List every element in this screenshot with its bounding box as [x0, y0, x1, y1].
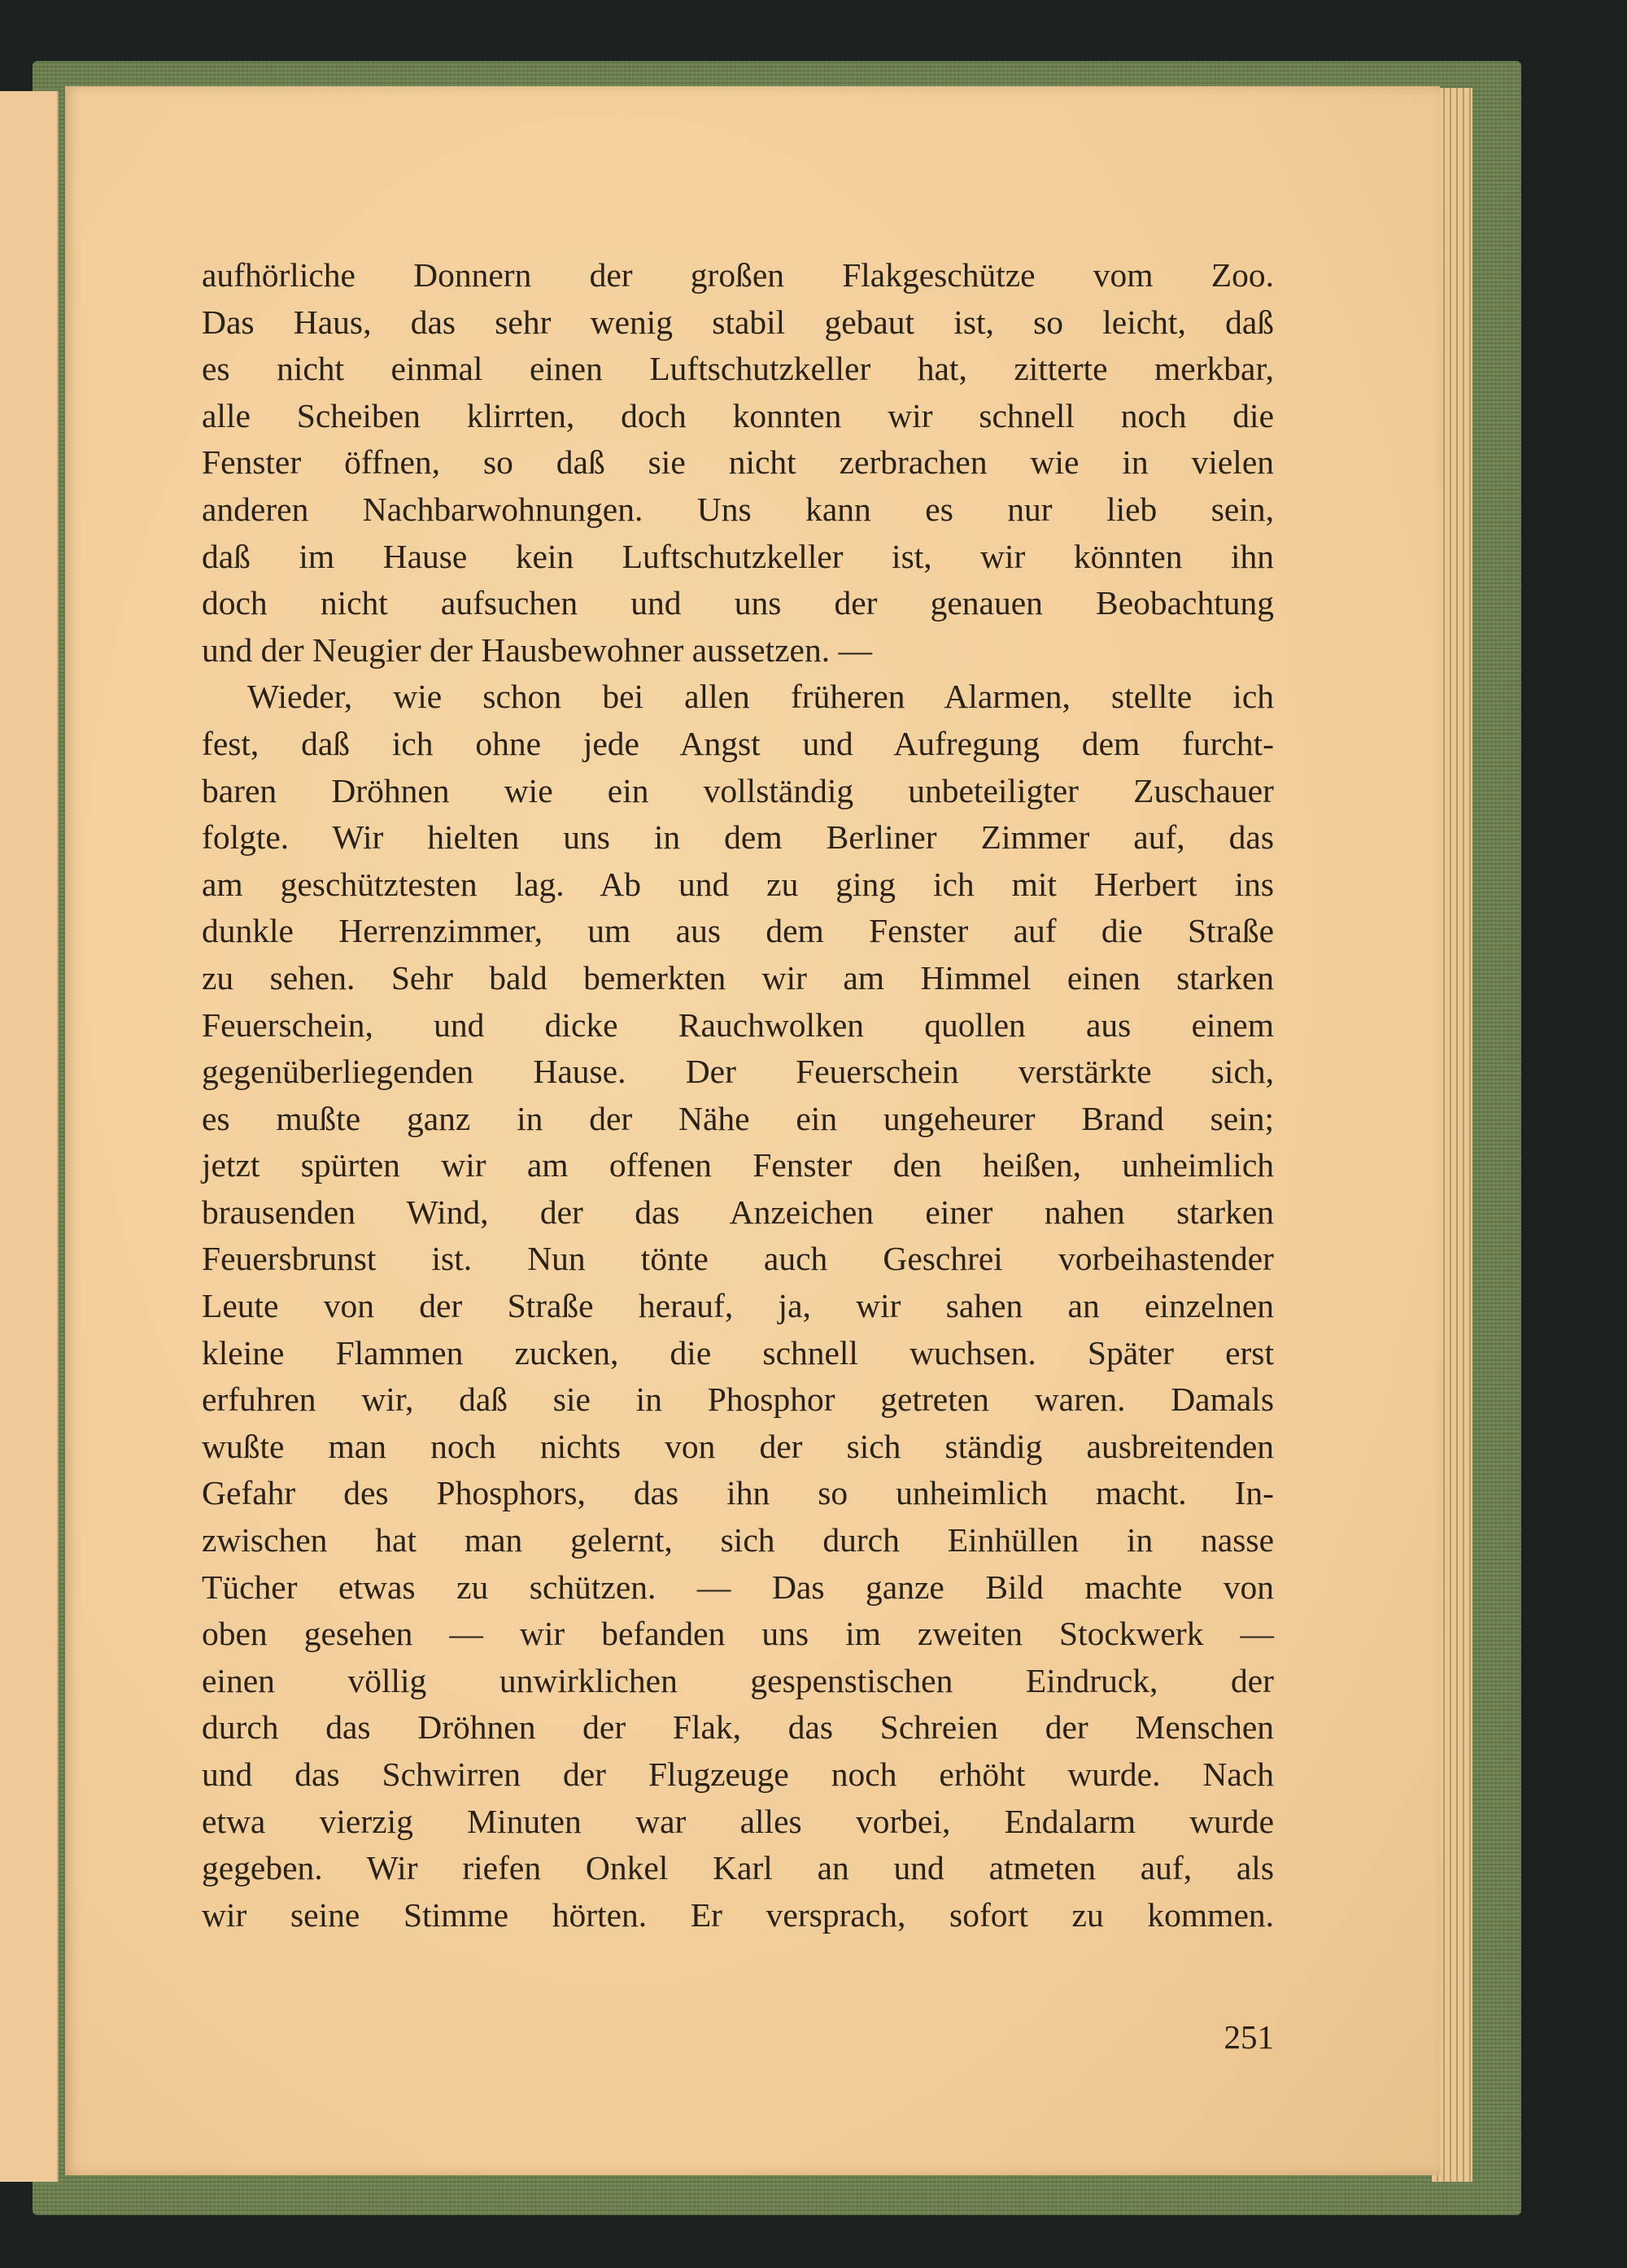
previous-page-edge	[0, 91, 59, 2182]
text-line: Leute von der Straße herauf, ja, wir sahen an einzelnen	[202, 1287, 1274, 1325]
text-line: es mußte ganz in der Nähe ein ungeheurer Brand sein;	[202, 1099, 1274, 1137]
text-line: es nicht einmal einen Luftschutzkeller hat, zitterte merkbar,	[202, 350, 1274, 388]
text-line: am geschütztesten lag. Ab und zu ging ich mit Herbert ins	[202, 865, 1274, 903]
text-line: baren Dröhnen wie ein vollständig unbeteiligter Zuschauer	[202, 771, 1274, 809]
text-line: durch das Dröhnen der Flak, das Schreien der Menschen	[202, 1708, 1274, 1747]
text-line: gegenüberliegenden Hause. Der Feuerschein verstärkte sich,	[202, 1053, 1274, 1091]
page-number: 251	[1224, 2018, 1274, 2056]
text-line: dunkle Herrenzimmer, um aus dem Fenster auf die Straße	[202, 912, 1274, 950]
text-line: und das Schwirren der Flugzeuge noch erhöht wurde. Nach	[202, 1756, 1274, 1793]
text-line: wir seine Stimme hörten. Er versprach, sofort zu kommen.	[202, 1895, 1274, 1934]
text-line: einen völlig unwirklichen gespenstischen Eindruck, der	[202, 1661, 1274, 1699]
text-line: zu sehen. Sehr bald bemerkten wir am Himmel einen starken	[202, 958, 1274, 997]
text-line: wußte man noch nichts von der sich ständig ausbreitenden	[202, 1427, 1274, 1465]
text-line: jetzt spürten wir am offenen Fenster den heißen, unheimlich	[202, 1146, 1274, 1184]
text-line: kleine Flammen zucken, die schnell wuchsen. Später erst	[202, 1333, 1274, 1372]
text-line: Gefahr des Phosphors, das ihn so unheimlich macht. In-	[202, 1474, 1274, 1512]
text-line: Feuersbrunst ist. Nun tönte auch Geschrei vorbeihastender	[202, 1240, 1274, 1278]
text-line: doch nicht aufsuchen und uns der genauen Beobachtung	[202, 584, 1274, 622]
text-line: zwischen hat man gelernt, sich durch Einhüllen in nasse	[202, 1521, 1274, 1559]
text-line: Tücher etwas zu schützen. — Das ganze Bild machte von	[202, 1568, 1274, 1606]
text-line: folgte. Wir hielten uns in dem Berliner Zimmer auf, das	[202, 818, 1274, 857]
text-line: etwa vierzig Minuten war alles vorbei, Endalarm wurde	[202, 1802, 1274, 1840]
text-line: Feuerschein, und dicke Rauchwolken quollen aus einem	[202, 1005, 1274, 1044]
text-line: erfuhren wir, daß sie in Phosphor getreten waren. Damals	[202, 1380, 1274, 1419]
text-line: gegeben. Wir riefen Onkel Karl an und atmeten auf, als	[202, 1849, 1274, 1887]
text-line: aufhörliche Donnern der großen Flakgeschütze vom Zoo.	[202, 256, 1274, 294]
text-line: oben gesehen — wir befanden uns im zweiten Stockwerk —	[202, 1615, 1274, 1653]
text-line: Wieder, wie schon bei allen früheren Alarmen, stellte ich	[247, 678, 1274, 716]
body-text	[202, 252, 1274, 1939]
text-line: fest, daß ich ohne jede Angst und Aufregung dem furcht-	[202, 724, 1274, 762]
text-line: daß im Hause kein Luftschutzkeller ist, wir könnten ihn	[202, 537, 1274, 575]
text-line: alle Scheiben klirrten, doch konnten wir schnell noch die	[202, 396, 1274, 434]
text-line: brausenden Wind, der das Anzeichen einer nahen starken	[202, 1193, 1274, 1231]
text-line: anderen Nachbarwohnungen. Uns kann es nur lieb sein,	[202, 490, 1274, 528]
text-line: Fenster öffnen, so daß sie nicht zerbrachen wie in vielen	[202, 443, 1274, 482]
text-line: und der Neugier der Hausbewohner aussetzen. —	[202, 630, 872, 669]
text-line: Das Haus, das sehr wenig stabil gebaut ist, so leicht, daß	[202, 303, 1274, 341]
